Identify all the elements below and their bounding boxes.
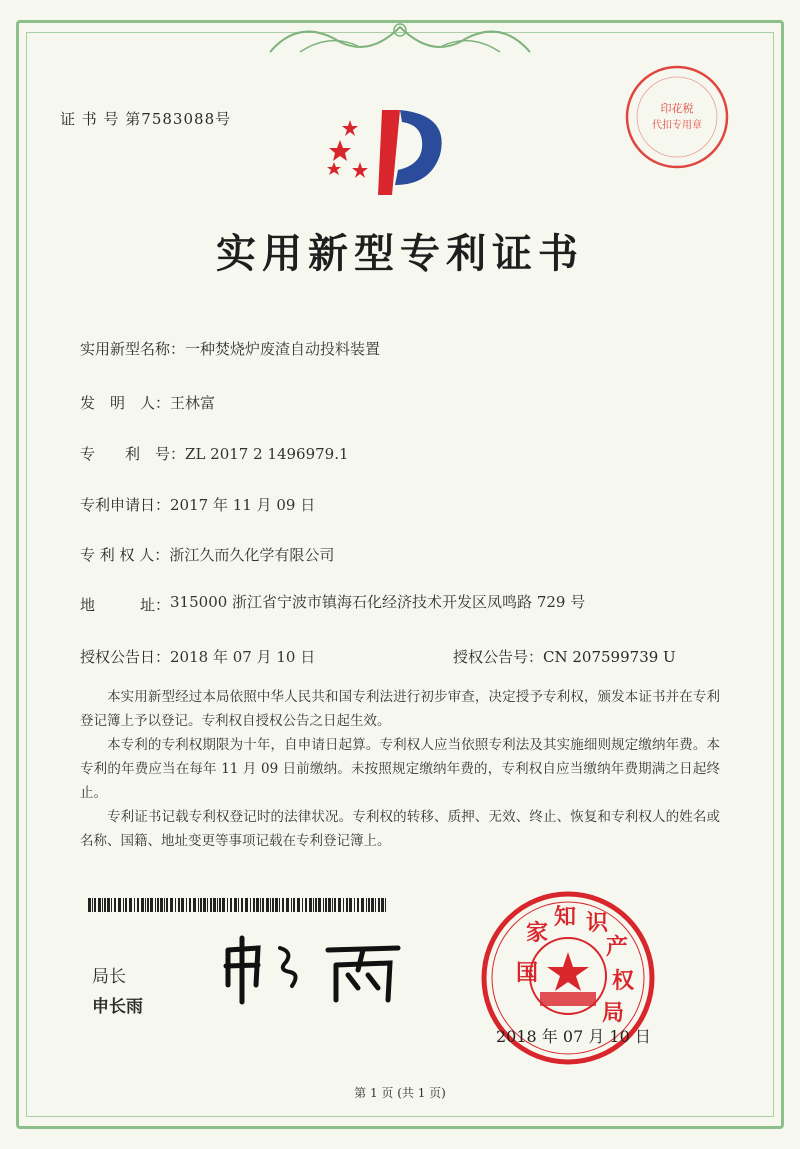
inventor-label: 发 明 人： <box>80 394 171 412</box>
inventor-value: 王林富 <box>170 394 216 412</box>
body-paragraph: 本实用新型经过本局依照中华人民共和国专利法进行初步审查，决定授予专利权，颁发本证书并在专利登记簿上予以登记。专利权自授权公告之日起生效。 <box>80 689 720 729</box>
svg-text:局: 局 <box>602 1001 625 1026</box>
director-title: 局长 <box>92 967 126 987</box>
body-paragraph: 专利证书记载专利权登记时的法律状况。专利权的转移、质押、无效、终止、恢复和专利权人的姓名或名称、国籍、地址变更等事项记载在专利登记簿上。 <box>80 809 720 849</box>
director-name: 申长雨 <box>92 997 143 1017</box>
barcode <box>88 898 388 912</box>
utility-model-name-row <box>80 338 380 359</box>
seal-date: 2018 年 07 月 10 日 <box>496 1027 651 1046</box>
document-title: 实用新型专利证书 <box>216 231 584 277</box>
svg-text:权: 权 <box>612 969 635 994</box>
address-label: 地 址： <box>80 596 171 614</box>
address-row <box>80 594 590 615</box>
address-value: 315000 浙江省宁波市镇海石化经济技术开发区凤鸣路 729 号 <box>170 593 586 611</box>
application-date-label: 专利申请日： <box>80 496 171 514</box>
application-date-row <box>80 494 315 515</box>
svg-text:代扣专用章: 代扣专用章 <box>652 120 702 131</box>
patentee-value: 浙江久而久化学有限公司 <box>169 546 335 564</box>
patentee-label: 专 利 权 人： <box>80 546 170 564</box>
svg-text:知: 知 <box>554 905 577 930</box>
grant-number-label: 授权公告号： <box>453 648 544 666</box>
grant-date-row <box>80 646 315 667</box>
name-value: 一种焚烧炉废渣自动投料装置 <box>185 340 381 358</box>
top-ornament <box>260 12 540 62</box>
grant-number-row <box>453 646 676 667</box>
svg-text:国: 国 <box>516 961 539 986</box>
grant-date-value: 2018 年 07 月 10 日 <box>170 648 316 666</box>
svg-text:产: 产 <box>606 935 629 960</box>
svg-text:印花税: 印花税 <box>660 102 694 115</box>
application-date-value: 2017 年 11 月 09 日 <box>170 496 316 514</box>
patent-number-label: 专 利 号： <box>80 445 186 463</box>
grant-date-label: 授权公告日： <box>80 648 171 666</box>
body-paragraph: 本专利的专利权期限为十年，自申请日起算。专利权人应当依照专利法及其实施细则规定缴纳年费。本专利的年费应当在每年 11 月 09 日前缴纳。未按照规定缴纳年费的，专利权自应当缴纳年费期满之日起终止。 <box>80 737 720 801</box>
patent-number-row <box>80 443 349 464</box>
grant-number-value: CN 207599739 U <box>543 648 676 666</box>
inventor-row <box>80 392 215 413</box>
svg-text:家: 家 <box>526 921 549 946</box>
svg-text:识: 识 <box>586 911 609 936</box>
director-signature <box>218 930 408 1010</box>
patentee-row <box>80 544 334 565</box>
certificate-number: 证 书 号 第7583088号 <box>60 110 232 128</box>
name-label: 实用新型名称： <box>80 340 186 358</box>
tax-stamp <box>622 62 732 172</box>
patent-number-value: ZL 2017 2 1496979.1 <box>185 445 349 463</box>
page-indicator: 第 1 页 (共 1 页) <box>354 1086 446 1100</box>
certificate-body <box>80 685 720 853</box>
patent-office-logo <box>320 100 460 200</box>
